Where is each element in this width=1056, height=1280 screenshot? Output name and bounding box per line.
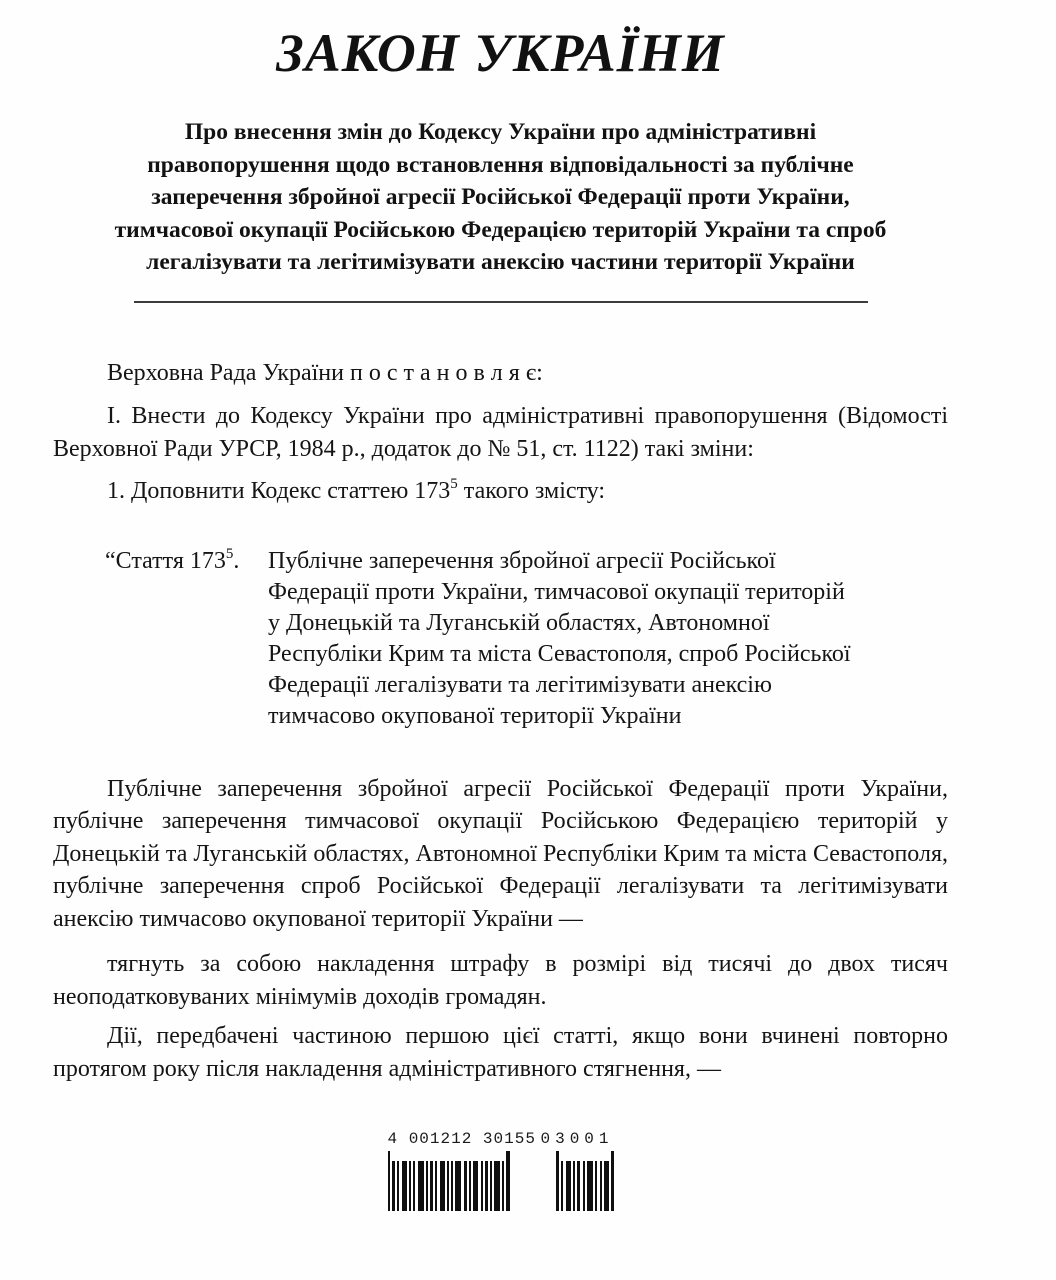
barcode-digits — [388, 1131, 614, 1147]
article-title-lines — [268, 546, 851, 732]
barcode-bar-group-right — [556, 1151, 614, 1211]
law-subtitle — [53, 116, 948, 279]
article-label-period: . — [233, 547, 240, 574]
horizontal-divider — [134, 301, 868, 303]
body-paragraph: Дії, передбачені частиною першою цієї статті, якщо вони вчинені повторно протягом року після накладення адміністративного стягнення, — — [53, 1023, 948, 1082]
article-heading — [105, 546, 948, 732]
article-title-line: Федерації проти України, тимчасової окупації територій — [268, 578, 845, 605]
subtitle-line: легалізувати та легітимізувати анексію частини території України — [146, 249, 855, 275]
article-label — [105, 546, 268, 577]
barcode-bar-group-left — [388, 1151, 510, 1211]
article-number-superscript: 5 — [225, 545, 234, 562]
article-title-line: тимчасово окупованої території України — [268, 702, 682, 729]
resolution-line: Верховна Рада України п о с т а н о в л я є: — [107, 359, 543, 386]
subtitle-line: заперечення збройної агресії Російської Федерації проти України, — [151, 184, 850, 210]
document-body — [53, 0, 948, 1211]
amendment-text-tail: такого змісту: — [457, 478, 606, 504]
article-title-line: у Донецькій та Луганській областях, Автономної — [268, 609, 770, 636]
barcode-bars — [388, 1149, 614, 1211]
barcode-digits-right: 03001 — [540, 1130, 614, 1148]
article-title-line: Республіки Крим та міста Севастополя, спроб Російської — [268, 640, 851, 667]
barcode-digits-left: 4 001212 30155 — [387, 1130, 536, 1148]
amendment-paragraph — [53, 475, 948, 508]
subtitle-line: Про внесення змін до Кодексу України про адміністративні — [184, 119, 817, 145]
article-number-superscript: 5 — [450, 476, 458, 492]
subtitle-line: правопорушення щодо встановлення відповідальності за публічне — [147, 151, 854, 178]
subtitle-line: тимчасової окупації Російською Федерацією територій України та спроб — [114, 216, 887, 243]
amendment-text: 1. Доповнити Кодекс статтею 173 — [107, 478, 451, 504]
intro-paragraph: І. Внести до Кодексу України про адміністративні правопорушення (Відомості Верховної Ради УРСР, 1984 р., додаток до № 51, ст. 1122) такі зміни: — [53, 403, 948, 462]
barcode — [388, 1131, 614, 1211]
body-paragraph: Публічне заперечення збройної агресії Російської Федерації проти України, публічне заперечення тимчасової окупації Російською Федерацією територій у Донецькій та Луганській областях, Автономної Республіки Крим та міста Севастополя, публічне заперечення спроб Російської Федерації легалізувати та легітимізувати анексію тимчасово окупованої території України — — [53, 775, 948, 932]
body-paragraph: тягнуть за собою накладення штрафу в розмірі від тисячі до двох тисяч неоподатковуваних мінімумів доходів громадян. — [53, 951, 948, 1010]
article-title-line: Федерації легалізувати та легітимізувати анексію — [268, 671, 772, 698]
article-label-text: “Стаття 173 — [105, 547, 226, 574]
article-title-line: Публічне заперечення збройної агресії Російської — [268, 547, 776, 574]
law-title: ЗАКОН УКРАЇНИ — [276, 23, 725, 83]
